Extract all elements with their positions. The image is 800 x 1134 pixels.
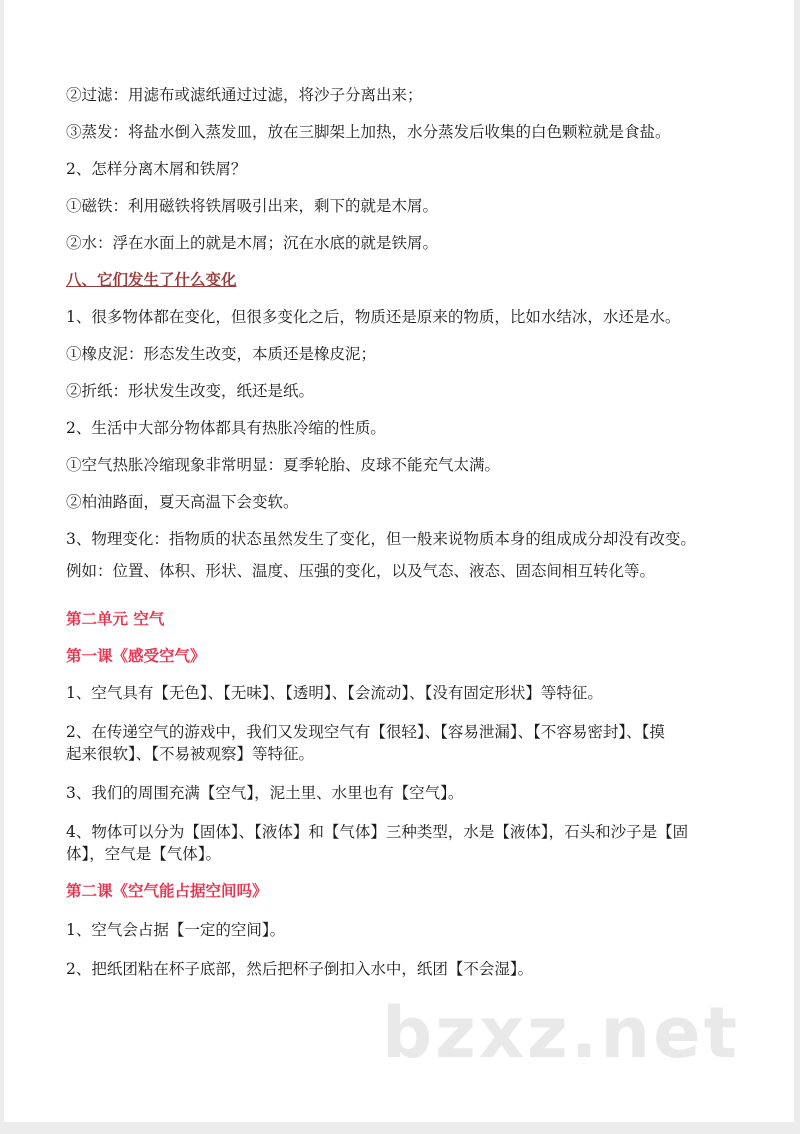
text-line: 2、生活中大部分物体都具有热胀冷缩的性质。 [66, 419, 386, 437]
lesson-heading: 第一课《感受空气》 [66, 647, 206, 665]
text-line: 2、在传递空气的游戏中，我们又发现空气有【很轻】、【容易泄漏】、【不容易密封】、【摸 [66, 723, 665, 741]
text-line: 例如：位置、体积、形状、温度、压强的变化，以及气态、液态、固态间相互转化等。 [66, 562, 656, 580]
text-line: 1、空气会占据【一定的空间】。 [66, 921, 286, 939]
watermark-logo: bzxz.net [382, 992, 741, 1074]
text-line: 2、怎样分离木屑和铁屑？ [66, 160, 247, 178]
document-content [66, 84, 746, 980]
text-line: 起来很软】、【不易被观察】等特征。 [66, 745, 315, 763]
text-line: ②折纸：形状发生改变，纸还是纸。 [66, 382, 315, 400]
text-line: ①磁铁：利用磁铁将铁屑吸引出来，剩下的就是木屑。 [66, 197, 439, 215]
lesson-heading: 第二课《空气能占据空间吗》 [66, 882, 268, 900]
text-line: ①空气热胀冷缩现象非常明显：夏季轮胎、皮球不能充气太满。 [66, 456, 501, 474]
text-line: ②柏油路面，夏天高温下会变软。 [66, 493, 299, 511]
text-line: ①橡皮泥：形态发生改变，本质还是橡皮泥； [66, 345, 377, 363]
text-line: 3、我们的周围充满【空气】，泥土里、水里也有【空气】。 [66, 784, 464, 802]
text-line: ②水：浮在水面上的就是木屑；沉在水底的就是铁屑。 [66, 234, 439, 252]
section-heading: 八、它们发生了什么变化 [66, 271, 237, 289]
document-page [4, 0, 794, 1122]
unit-heading: 第二单元 空气 [66, 610, 165, 628]
text-line: 2、把纸团粘在杯子底部，然后把杯子倒扣入水中，纸团【不会湿】。 [66, 960, 534, 978]
text-line: 3、物理变化：指物质的状态虽然发生了变化，但一般来说物质本身的组成成分却没有改变。 [66, 530, 696, 548]
text-line: 体】，空气是【气体】。 [66, 845, 222, 863]
text-line: 1、空气具有【无色】、【无味】、【透明】、【会流动】、【没有固定形状】等特征。 [66, 684, 603, 702]
text-line: ②过滤：用滤布或滤纸通过过滤，将沙子分离出来； [66, 86, 423, 104]
text-line: ③蒸发：将盐水倒入蒸发皿，放在三脚架上加热，水分蒸发后收集的白色颗粒就是食盐。 [66, 123, 671, 141]
text-line: 1、很多物体都在变化，但很多变化之后，物质还是原来的物质，比如水结冰，水还是水。 [66, 308, 681, 326]
text-line: 4、物体可以分为【固体】、【液体】和【气体】三种类型，水是【液体】，石头和沙子是【固 [66, 823, 689, 841]
